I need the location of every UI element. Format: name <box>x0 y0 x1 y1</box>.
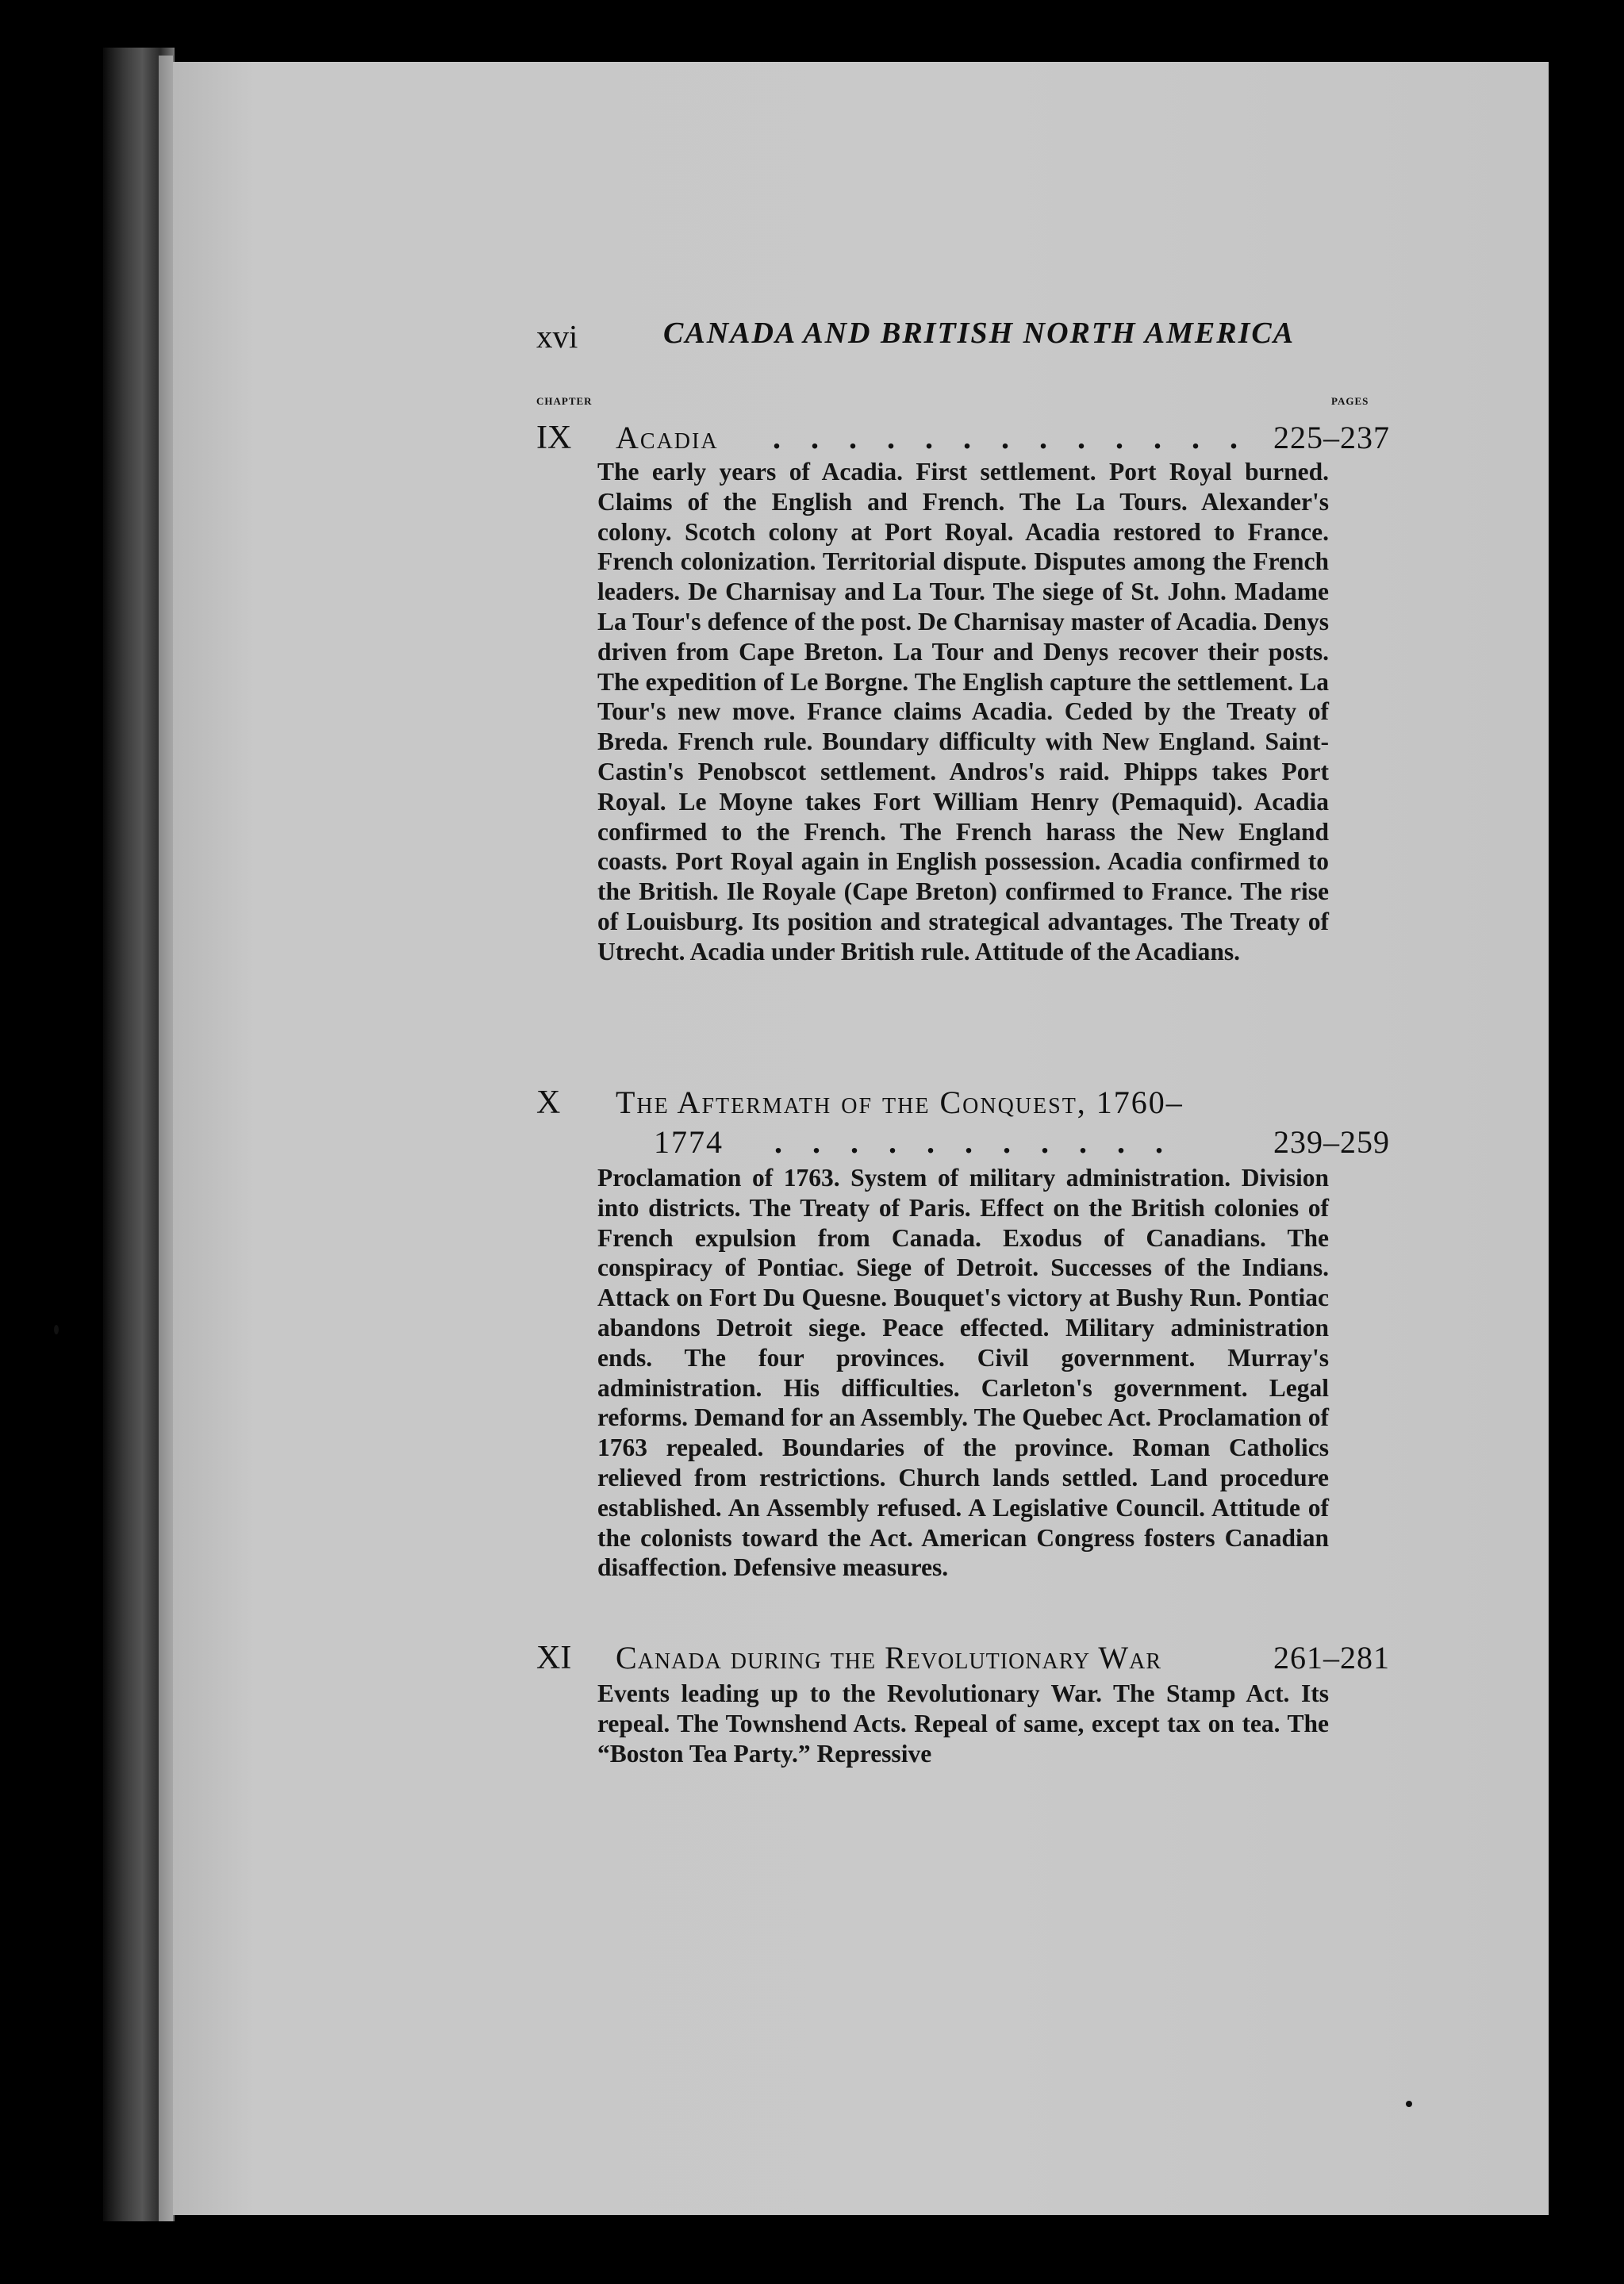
chapter-number: X <box>536 1084 561 1121</box>
chapter-summary: Events leading up to the Revolutionary War. The Stamp Act. Its repeal. The Townshend Acts. Repeal of same, except tax on tea. The “Boston Tea Party.” Repressive <box>597 1679 1329 1768</box>
chapter-pages: 261–281 <box>1273 1640 1390 1676</box>
chapter-column-label: CHAPTER <box>536 395 593 407</box>
book-title: CANADA AND BRITISH NORTH AMERICA <box>663 317 1296 350</box>
dot-leader: . . . . . . . . . . . . . <box>773 420 1249 455</box>
scan-speck <box>54 1325 59 1334</box>
chapter-number: XI <box>536 1640 572 1676</box>
chapter-summary: Proclamation of 1763. System of military administration. Division into districts. The Treaty of Paris. Effect on the British colonies of French expulsion from Canada. Exodus of Canadians. The conspiracy of Pontiac. Siege of Detroit. Successes of the Indians. Attack on Fort Du Quesne. Bouquet's victory at Bushy Run. Pontiac abandons Detroit siege. Peace effected. Military administration ends. The four provinces. Civil government. Murray's administration. His difficulties. Carleton's government. Legal reforms. Demand for an Assembly. The Quebec Act. Proclamation of 1763 repealed. Boundaries of the province. Roman Catholics relieved from restrictions. Church lands settled. Land procedure established. An Assembly refused. A Legislative Council. Attitude of the colonists toward the Act. American Congress fosters Canadian disaffection. Defensive measures. <box>597 1164 1329 1582</box>
page-gutter-edge <box>159 56 173 2221</box>
chapter-pages: 239–259 <box>1273 1124 1390 1160</box>
chapter-summary: The early years of Acadia. First settlement. Port Royal burned. Claims of the English and French. The La Tours. Alexander's colony. Scotch colony at Port Royal. Acadia restored to France. French colonization. Territorial dispute. Disputes among the French leaders. De Charnisay and La Tour. The siege of St. John. Madame La Tour's defence of the post. De Charnisay master of Acadia. Denys driven from Cape Breton. La Tour and Denys recover their posts. The expedition of Le Borgne. The English capture the settlement. La Tour's new move. France claims Acadia. Ceded by the Treaty of Breda. French rule. Boundary difficulty with New England. Saint-Castin's Penobscot settlement. Andros's raid. Phipps takes Port Royal. Le Moyne takes Fort William Henry (Pemaquid). Acadia confirmed to the French. The French harass the New England coasts. Port Royal again in English possession. Acadia confirmed to the British. Ile Royale (Cape Breton) confirmed to France. The rise of Louisburg. Its position and strategical advantages. The Treaty of Utrecht. Acadia under British rule. Attitude of the Acadians. <box>597 458 1329 965</box>
pages-column-label: PAGES <box>1331 395 1369 407</box>
chapter-title: Canada during the Revolutionary War <box>616 1640 1162 1676</box>
page-folio: xvi <box>536 318 578 355</box>
chapter-title: Acadia <box>616 420 719 455</box>
running-head <box>536 316 1390 359</box>
chapter-title: The Aftermath of the Conquest, 1760– <box>616 1084 1184 1120</box>
chapter-pages: 225–237 <box>1273 420 1390 455</box>
dot-leader: . . . . . . . . . . . <box>774 1124 1174 1160</box>
chapter-number: IX <box>536 420 572 456</box>
chapter-title-continued: 1774 <box>654 1124 724 1160</box>
scan-speck <box>1406 2101 1412 2107</box>
